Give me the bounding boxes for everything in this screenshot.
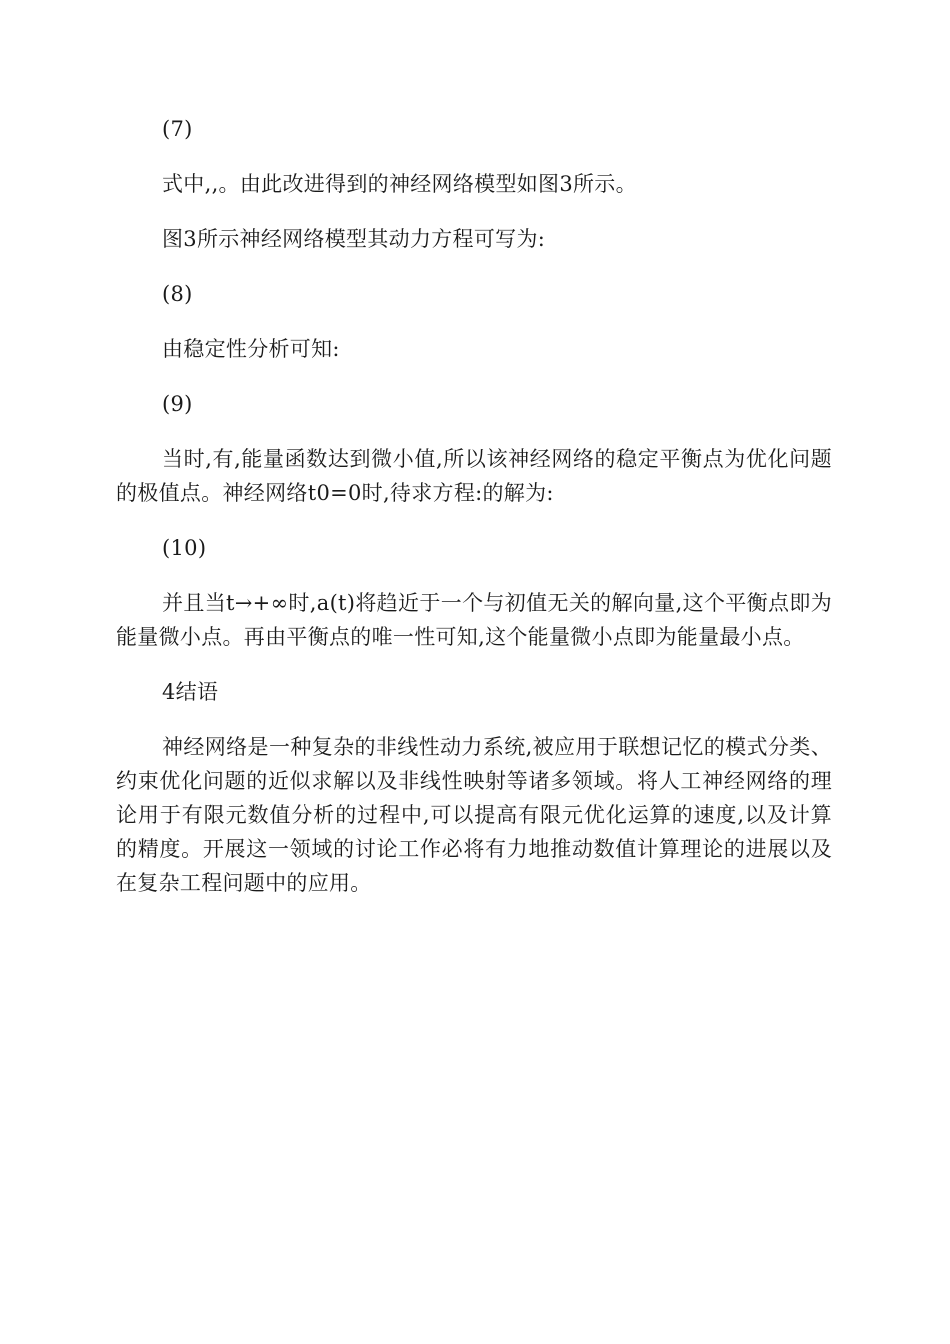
paragraph-dynamics-equation: 图3所示神经网络模型其动力方程可写为: — [162, 227, 546, 251]
paragraph-conclusion: 神经网络是一种复杂的非线性动力系统,被应用于联想记忆的模式分类、约束优化问题的近似求解以及非线性映射等诸多领域。将人工神经网络的理论用于有限元数值分析的过程中,可以提高有限元优化运算的速度,以及计算的精度。开展这一领域的讨论工作必将有力地推动数值计算理论的进展以及在复杂工程问题中的应用。 — [116, 735, 832, 895]
equation-number-8: (8) — [162, 282, 193, 306]
equation-number-7: (7) — [162, 117, 193, 141]
equation-number-9: (9) — [162, 392, 193, 416]
paragraph-energy-function: 当时,有,能量函数达到微小值,所以该神经网络的稳定平衡点为优化问题的极值点。神经网络t0=0时,待求方程:的解为: — [116, 447, 832, 505]
equation-number-10: (10) — [162, 536, 207, 560]
section-heading-conclusion: 4结语 — [162, 680, 219, 704]
document-page — [116, 112, 832, 921]
paragraph-model-intro: 式中,,。由此改进得到的神经网络模型如图3所示。 — [162, 172, 637, 196]
paragraph-equilibrium: 并且当t→+∞时,a(t)将趋近于一个与初值无关的解向量,这个平衡点即为能量微小点。再由平衡点的唯一性可知,这个能量微小点即为能量最小点。 — [116, 591, 832, 649]
paragraph-stability: 由稳定性分析可知: — [162, 337, 340, 361]
